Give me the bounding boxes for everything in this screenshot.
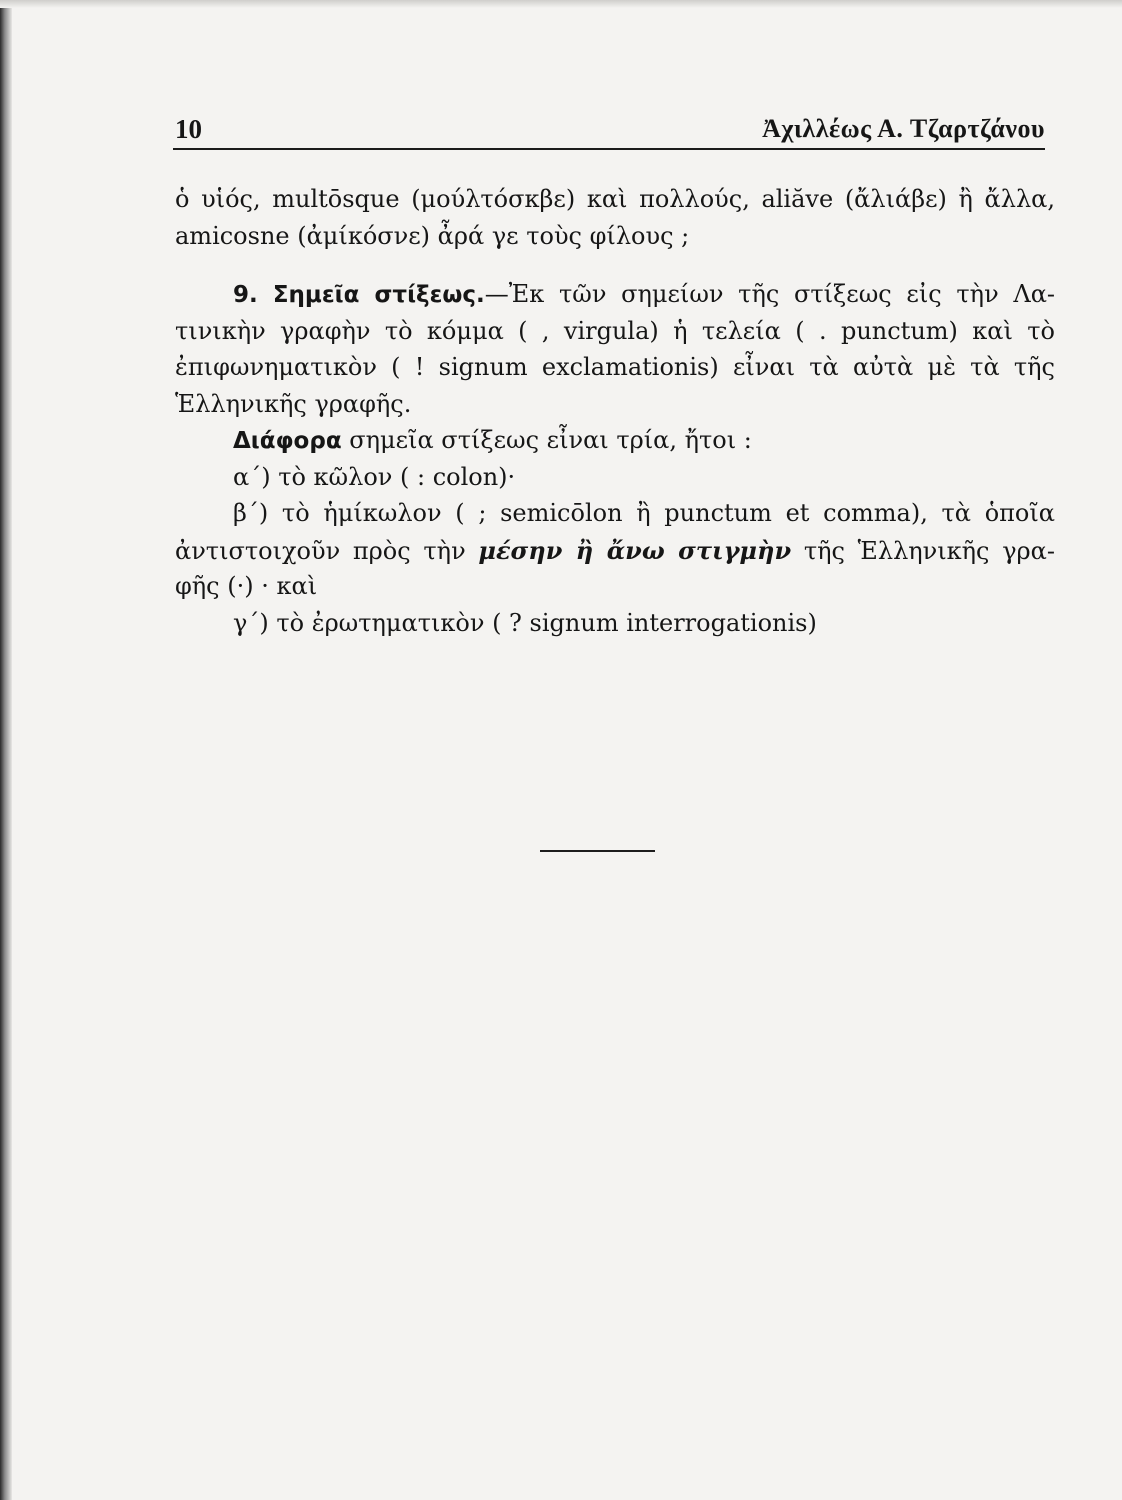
diafora-text: σημεῖα στίξεως εἶναι τρία, ἤτοι : — [349, 426, 752, 454]
page-number: 10 — [175, 114, 202, 144]
section-text: —Ἐκ τῶν σημείων τῆς στίξεως εἰς τὴν Λα- — [484, 280, 1056, 308]
body-text — [175, 185, 1055, 645]
running-head: Ἀχιλλέως Α. Τζαρτζάνου — [762, 114, 1045, 143]
page-shadow — [0, 0, 1122, 8]
list-item-b-end: φῆς (·) · καὶ — [175, 572, 318, 600]
list-item-b-continued: ἀντιστοιχοῦν πρὸς τὴν μέσην ἢ ἄνω στιγμὴν τῆς Ἑλληνικῆς γρα- — [175, 535, 1055, 565]
list-item-c: γ΄) τὸ ἐρωτηματικὸν ( ? signum interrogationis) — [233, 608, 817, 637]
emphasis-text: μέσην ἢ ἄνω στιγμὴν — [478, 535, 792, 565]
diafora-line — [175, 426, 1055, 463]
intro-line: amicosne (ἀμίκόσνε) ἆρά γε τοὺς φίλους ; — [175, 221, 690, 250]
list-item-b: β΄) τὸ ἡμίκωλον ( ; semicōlon ἢ punctum et comma), τὰ ὁποῖα — [233, 499, 1055, 527]
page-edge — [0, 0, 12, 1500]
section-line: τινικὴν γραφὴν τὸ κόμμα ( , virgula) ἡ τελεία ( . punctum) καὶ τὸ — [175, 316, 1055, 345]
section-heading: 9. Σημεῖα στίξεως. — [233, 282, 485, 308]
list-item-a: α΄) τὸ κῶλον ( : colon)· — [233, 462, 516, 491]
section-line: ἐπιφωνηματικὸν ( ! signum exclamationis) εἶναι τὰ αὐτὰ μὲ τὰ τῆς — [175, 353, 1055, 381]
diafora-word: Διάφορα — [233, 428, 342, 454]
section-line: Ἑλληνικῆς γραφῆς. — [175, 389, 412, 418]
section-heading-line — [175, 280, 1055, 317]
intro-line: ὁ υἱός, multōsque (μούλτόσκβε) καὶ πολλούς, aliăve (ἄλιάβε) ἢ ἄλλα, — [175, 185, 1055, 213]
section-divider — [540, 850, 655, 852]
page-header — [173, 112, 1045, 150]
